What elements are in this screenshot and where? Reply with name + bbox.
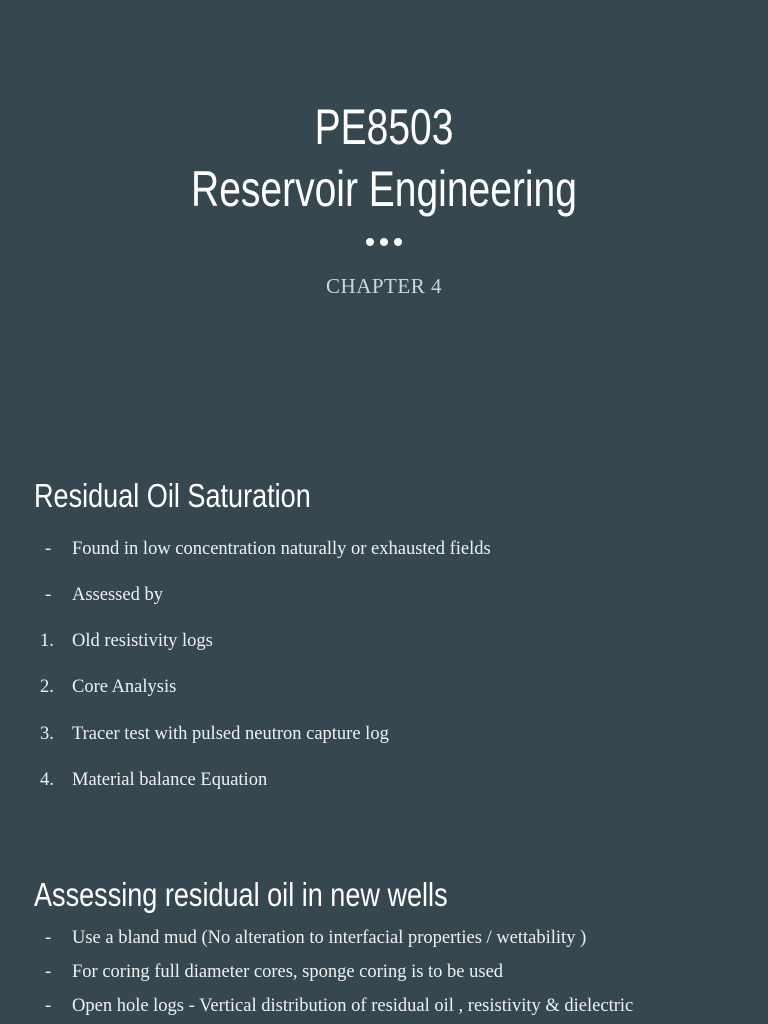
list-marker: 3. (40, 724, 54, 744)
list-marker: - (45, 585, 52, 605)
list-marker: - (45, 996, 52, 1016)
list-item (0, 959, 768, 985)
list-item-text: Open hole logs - Vertical distribution of residual oil , resistivity & dielectric (72, 996, 634, 1016)
dot-icon (380, 238, 388, 246)
list-item (0, 536, 768, 562)
list-item-text: Core Analysis (72, 677, 177, 697)
list-item (0, 925, 768, 951)
list-item (0, 582, 768, 608)
list-item (0, 721, 768, 747)
title-line-course-code: PE8503 (314, 99, 454, 155)
list-marker: - (45, 539, 52, 559)
list-marker: - (45, 962, 52, 982)
list-item (0, 628, 768, 654)
list-marker: 4. (40, 770, 54, 790)
section-heading-new-wells: Assessing residual oil in new wells (34, 876, 448, 913)
list-item-text: Found in low concentration naturally or exhausted fields (72, 539, 491, 559)
list-item (0, 993, 768, 1019)
slide-title (84, 96, 683, 220)
chapter-subtitle: CHAPTER 4 (326, 274, 442, 298)
list-marker: 2. (40, 677, 54, 697)
list-marker: - (45, 928, 52, 948)
list-item (0, 767, 768, 793)
list-marker: 1. (40, 631, 54, 651)
list-item-text: For coring full diameter cores, sponge coring is to be used (72, 962, 504, 982)
section-heading-residual-oil: Residual Oil Saturation (34, 477, 311, 514)
list-item-text: Material balance Equation (72, 770, 268, 790)
list-item-text: Assessed by (72, 585, 163, 605)
list-item (0, 674, 768, 700)
decorative-dots (0, 238, 768, 246)
dot-icon (366, 238, 374, 246)
list-item-text: Use a bland mud (No alteration to interfacial properties / wettability ) (72, 928, 587, 948)
title-line-course-name: Reservoir Engineering (191, 161, 577, 217)
list-item-text: Tracer test with pulsed neutron capture log (72, 724, 389, 744)
dot-icon (394, 238, 402, 246)
list-item-text: Old resistivity logs (72, 631, 213, 651)
